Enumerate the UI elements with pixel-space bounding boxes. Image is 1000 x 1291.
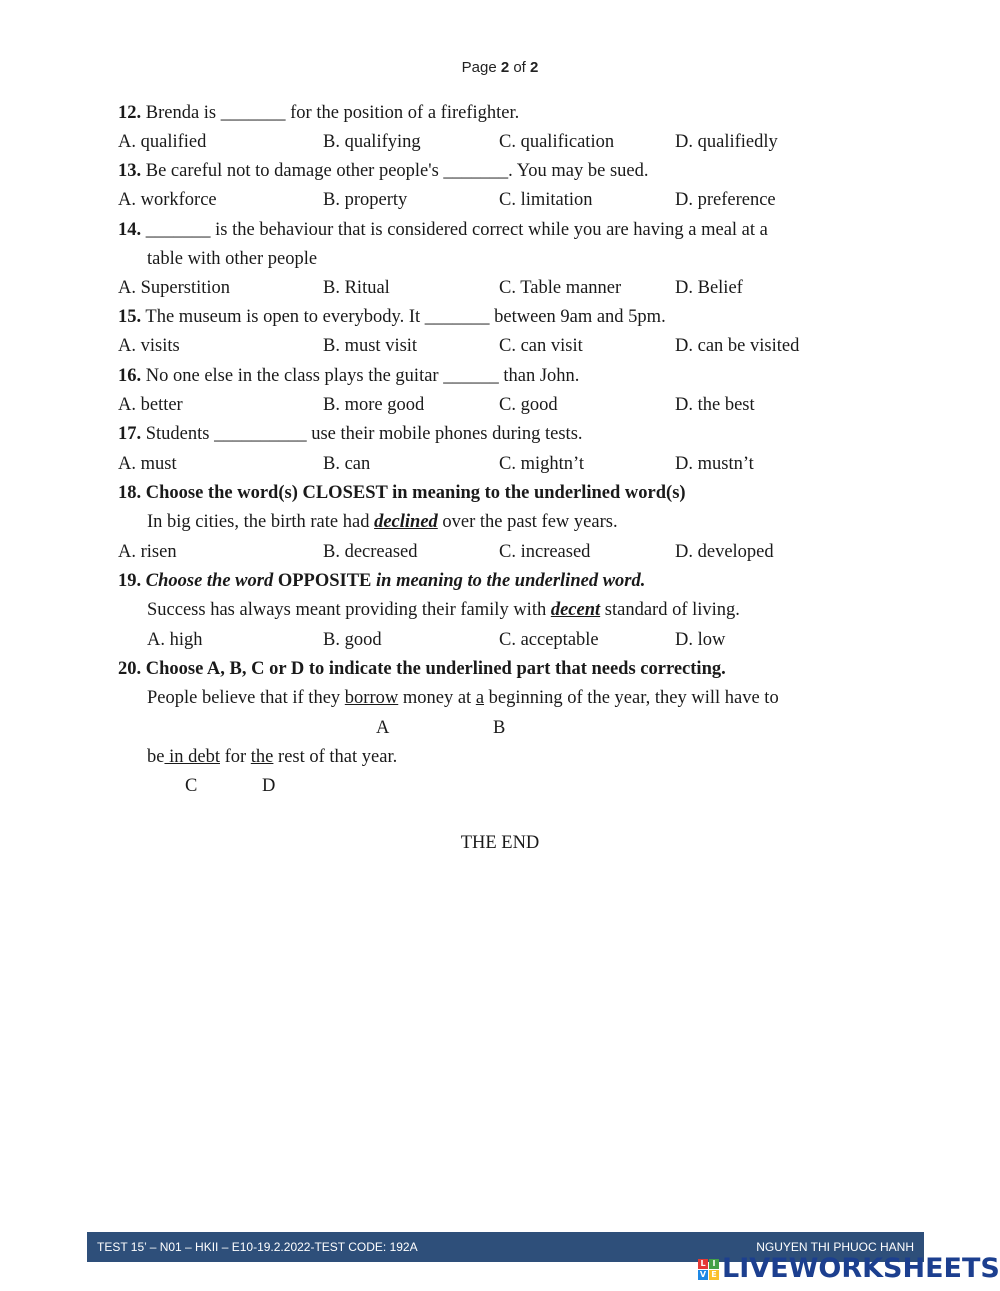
part-a[interactable]: borrow xyxy=(344,688,399,708)
option-d[interactable]: D. the best xyxy=(675,395,755,415)
option-b[interactable]: B. qualifying xyxy=(323,132,421,152)
option-a[interactable]: A. risen xyxy=(118,542,177,562)
question-18-instruction: 18. Choose the word(s) CLOSEST in meaning to the underlined word(s) xyxy=(118,483,686,503)
option-d[interactable]: D. low xyxy=(675,630,726,650)
option-b[interactable]: B. more good xyxy=(323,395,425,415)
option-a[interactable]: A. qualified xyxy=(118,132,207,152)
brand-name: LIVEWORKSHEETS xyxy=(722,1253,1000,1284)
question-12: 12. Brenda is _______ for the position of a firefighter. xyxy=(118,103,520,123)
question-19-instruction: 19. Choose the word OPPOSITE in meaning to the underlined word. xyxy=(118,571,646,591)
logo-letter-e: E xyxy=(709,1270,719,1280)
option-d[interactable]: D. can be visited xyxy=(675,336,800,356)
option-c[interactable]: C. qualification xyxy=(499,132,615,152)
question-14: 14. _______ is the behaviour that is considered correct while you are having a meal at a xyxy=(118,220,768,240)
option-d[interactable]: D. developed xyxy=(675,542,774,562)
page-indicator: Page 2 of 2 xyxy=(461,59,539,76)
option-a[interactable]: A. high xyxy=(147,630,203,650)
question-13: 13. Be careful not to damage other people's _______. You may be sued. xyxy=(118,161,649,181)
footer-author: NGUYEN THI PHUOC HANH xyxy=(756,1240,914,1254)
option-a[interactable]: A. must xyxy=(118,454,177,474)
marker-d: D xyxy=(262,776,276,796)
question-15: 15. The museum is open to everybody. It _______ between 9am and 5pm. xyxy=(118,307,666,327)
option-a[interactable]: A. workforce xyxy=(118,190,217,210)
option-a[interactable]: A. better xyxy=(118,395,183,415)
option-c[interactable]: C. Table manner xyxy=(499,278,622,298)
option-d[interactable]: D. qualifiedly xyxy=(675,132,778,152)
question-20-instruction: 20. Choose A, B, C or D to indicate the underlined part that needs correcting. xyxy=(118,659,726,679)
option-a[interactable]: A. Superstition xyxy=(118,278,231,298)
underlined-word: declined xyxy=(374,512,438,532)
option-a[interactable]: A. visits xyxy=(118,336,180,356)
marker-a: A xyxy=(376,718,390,738)
option-b[interactable]: B. property xyxy=(323,190,408,210)
underlined-word: decent xyxy=(550,600,601,620)
part-c[interactable]: in debt xyxy=(164,747,220,767)
option-b[interactable]: B. Ritual xyxy=(323,278,390,298)
logo-letter-i: I xyxy=(709,1259,719,1269)
option-d[interactable]: D. preference xyxy=(675,190,776,210)
page-current: 2 xyxy=(500,59,510,76)
option-c[interactable]: C. increased xyxy=(499,542,591,562)
question-16: 16. No one else in the class plays the guitar ______ than John. xyxy=(118,366,580,386)
option-c[interactable]: C. limitation xyxy=(499,190,593,210)
option-c[interactable]: C. mightn’t xyxy=(499,454,584,474)
option-b[interactable]: B. must visit xyxy=(323,336,418,356)
logo-letter-l: L xyxy=(698,1259,708,1269)
option-c[interactable]: C. acceptable xyxy=(499,630,599,650)
marker-b: B xyxy=(493,718,506,738)
marker-c: C xyxy=(185,776,198,796)
option-b[interactable]: B. can xyxy=(323,454,371,474)
part-d[interactable]: the xyxy=(250,747,274,767)
option-c[interactable]: C. good xyxy=(499,395,558,415)
question-17: 17. Students __________ use their mobile phones during tests. xyxy=(118,424,583,444)
question-18-sentence: In big cities, the birth rate had declined over the past few years. xyxy=(147,512,618,532)
option-b[interactable]: B. good xyxy=(323,630,382,650)
option-d[interactable]: D. Belief xyxy=(675,278,743,298)
question-14-continued: table with other people xyxy=(147,249,318,269)
question-20-line-2: be in debt for the rest of that year. xyxy=(147,747,398,767)
page-total: 2 xyxy=(530,59,539,76)
logo-letter-v: V xyxy=(699,1270,707,1279)
footer-test-code: TEST 15’ – N01 – HKII – E10-19.2.2022-TEST CODE: 192A xyxy=(97,1240,418,1254)
option-b[interactable]: B. decreased xyxy=(323,542,418,562)
question-19-sentence: Success has always meant providing their family with decent standard of living. xyxy=(147,600,740,620)
option-c[interactable]: C. can visit xyxy=(499,336,583,356)
option-d[interactable]: D. mustn’t xyxy=(675,454,754,474)
question-20-line-1: People believe that if they borrow money at a beginning of the year, they will have to xyxy=(147,688,779,708)
end-text: THE END xyxy=(460,833,540,853)
logo-icon xyxy=(698,1259,720,1281)
part-b[interactable]: a xyxy=(475,688,485,708)
